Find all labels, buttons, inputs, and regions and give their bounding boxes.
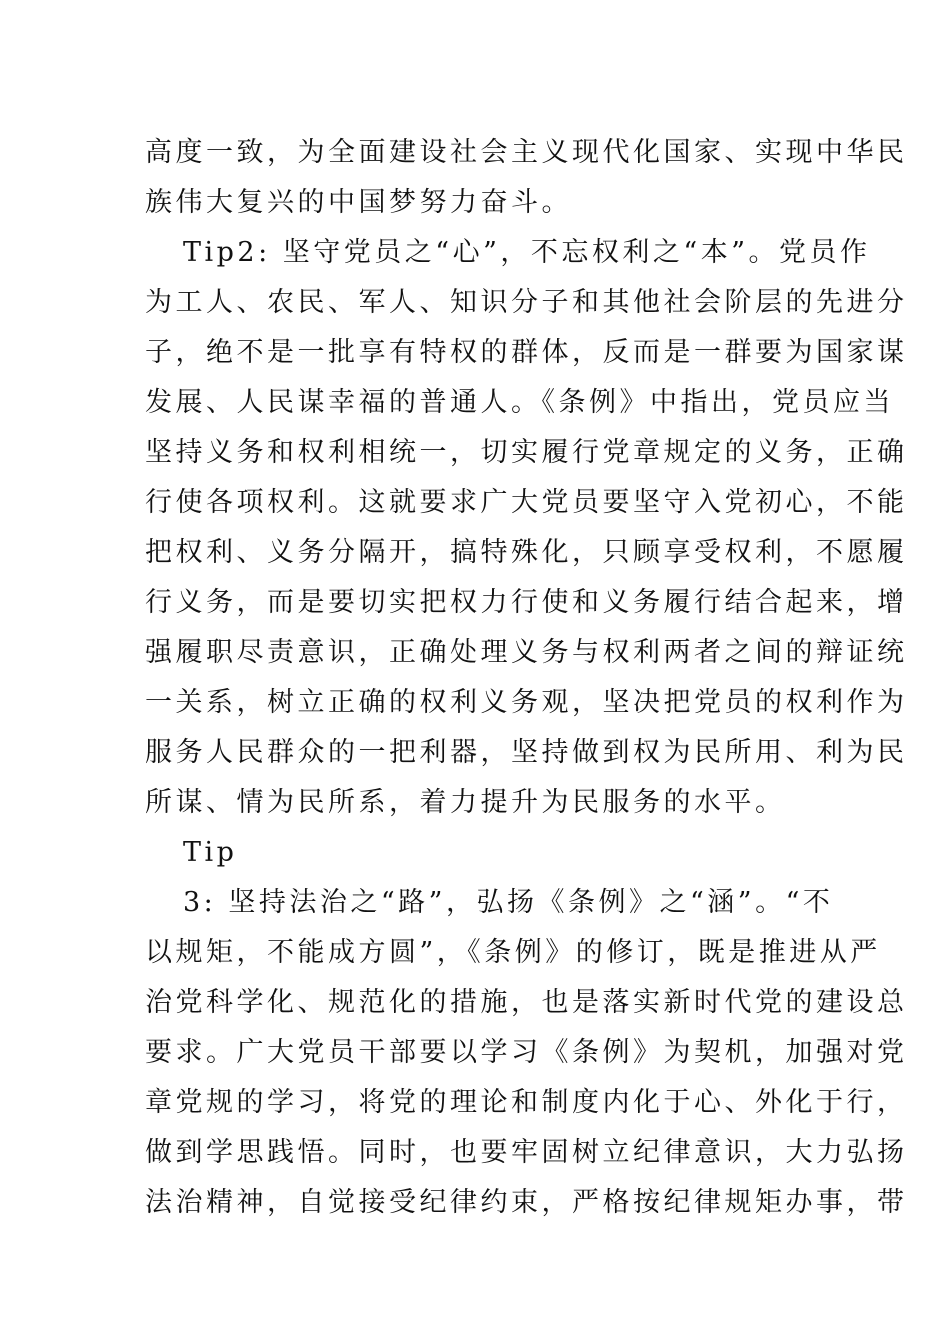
text-line: 行使各项权利。这就要求广大党员要坚守入党初心，不能	[145, 487, 908, 518]
text-line: 要求。广大党员干部要以学习《条例》为契机，加强对党	[145, 1037, 908, 1068]
text-line: 发展、人民谋幸福的普通人。《条例》中指出，党员应当	[145, 387, 894, 418]
text-line: 坚持义务和权利相统一，切实履行党章规定的义务，正确	[145, 437, 908, 468]
paragraph-tip3-label: Tip	[183, 837, 238, 868]
text-line: 以规矩，不能成方圆”，《条例》的修订，既是推进从严	[145, 937, 881, 968]
paragraph-tip2-start: Tip2: 坚守党员之“心”，不忘权利之“本”。党员作	[183, 237, 871, 268]
text-line: 做到学思践悟。同时，也要牢固树立纪律意识，大力弘扬	[145, 1137, 908, 1168]
text-line: 服务人民群众的一把利器，坚持做到权为民所用、利为民	[145, 737, 908, 768]
text-line: 行义务，而是要切实把权力行使和义务履行结合起来，增	[145, 587, 908, 618]
text-line: 一关系，树立正确的权利义务观，坚决把党员的权利作为	[145, 687, 908, 718]
text-line: 高度一致，为全面建设社会主义现代化国家、实现中华民	[145, 137, 908, 168]
text-line: 治党科学化、规范化的措施，也是落实新时代党的建设总	[145, 987, 908, 1018]
text-line: 章党规的学习，将党的理论和制度内化于心、外化于行，	[145, 1087, 908, 1118]
text-line: 所谋、情为民所系，着力提升为民服务的水平。	[145, 787, 786, 818]
text-line: 把权利、义务分隔开，搞特殊化，只顾享受权利，不愿履	[145, 537, 908, 568]
paragraph-tip3-start: 3: 坚持法治之“路”，弘扬《条例》之“涵”。“不	[183, 887, 834, 918]
text-line: 子，绝不是一批享有特权的群体，反而是一群要为国家谋	[145, 337, 908, 368]
text-line: 强履职尽责意识，正确处理义务与权利两者之间的辩证统	[145, 637, 908, 668]
text-line: 族伟大复兴的中国梦努力奋斗。	[145, 187, 572, 218]
text-line: 为工人、农民、军人、知识分子和其他社会阶层的先进分	[145, 287, 908, 318]
text-line: 法治精神，自觉接受纪律约束，严格按纪律规矩办事，带	[145, 1187, 908, 1218]
